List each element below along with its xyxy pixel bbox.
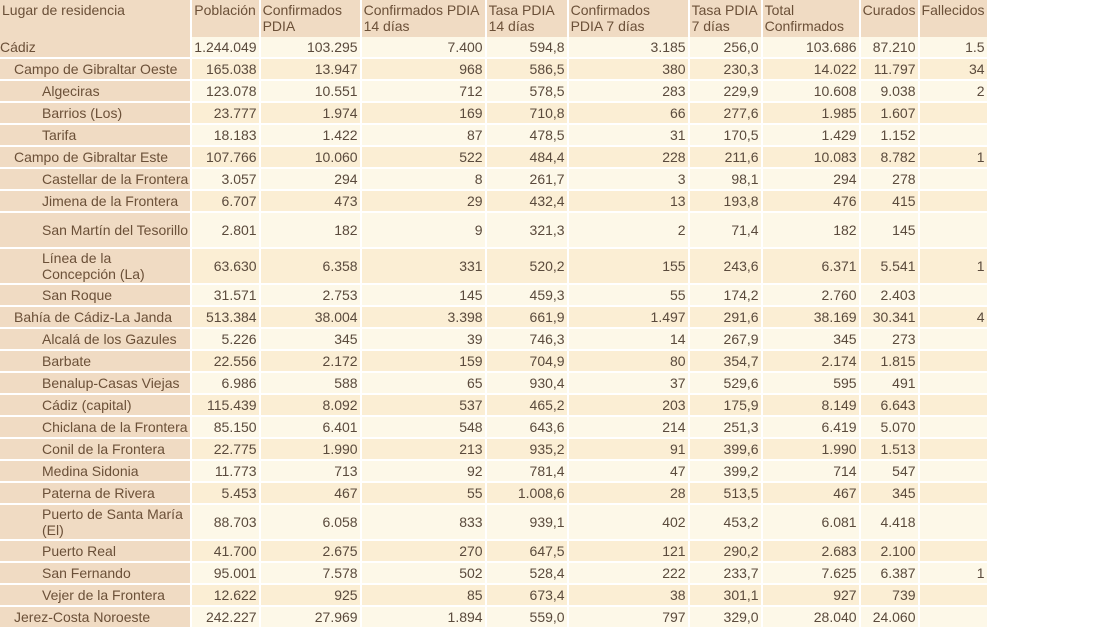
- table-cell: 277,6: [690, 101, 761, 123]
- table-row: [0, 327, 987, 349]
- row-label[interactable]: Paterna de Rivera: [0, 481, 190, 503]
- table-cell: 174,2: [690, 283, 761, 305]
- table-cell: [920, 539, 987, 561]
- table-cell: 14.022: [763, 57, 859, 79]
- table-cell: 1.815: [861, 349, 918, 371]
- table-cell: 935,2: [487, 437, 567, 459]
- table-cell: 345: [763, 327, 859, 349]
- table-cell: 123.078: [192, 79, 258, 101]
- table-cell: 228: [569, 145, 688, 167]
- table-cell: 8.782: [861, 145, 918, 167]
- table-cell: 927: [763, 583, 859, 605]
- table-row: [0, 371, 987, 393]
- table-cell: [920, 583, 987, 605]
- table-row: [0, 57, 987, 79]
- table-cell: 3.185: [569, 37, 688, 57]
- table-cell: 476: [763, 189, 859, 211]
- table-cell: 7.578: [261, 561, 360, 583]
- table-row: [0, 101, 987, 123]
- row-label[interactable]: Barbate: [0, 349, 190, 371]
- table-cell: 2.100: [861, 539, 918, 561]
- table-cell: 5.070: [861, 415, 918, 437]
- table-cell: 399,2: [690, 459, 761, 481]
- table-cell: 6.371: [763, 247, 859, 283]
- table-cell: 283: [569, 79, 688, 101]
- table-cell: 2.675: [261, 539, 360, 561]
- table-cell: 3.398: [362, 305, 485, 327]
- table-cell: 354,7: [690, 349, 761, 371]
- table-cell: 432,4: [487, 189, 567, 211]
- table-cell: 559,0: [487, 605, 567, 627]
- table-cell: 12.622: [192, 583, 258, 605]
- table-cell: 1.422: [261, 123, 360, 145]
- table-cell: 925: [261, 583, 360, 605]
- table-cell: 11.773: [192, 459, 258, 481]
- table-cell: 211,6: [690, 145, 761, 167]
- table-cell: 291,6: [690, 305, 761, 327]
- table-cell: 1.429: [763, 123, 859, 145]
- table-cell: 95.001: [192, 561, 258, 583]
- table-cell: 321,3: [487, 211, 567, 247]
- table-row: [0, 605, 987, 627]
- table-cell: 3: [569, 167, 688, 189]
- table-row: [0, 79, 987, 101]
- table-cell: 1.985: [763, 101, 859, 123]
- table-row: [0, 437, 987, 459]
- table-cell: 6.986: [192, 371, 258, 393]
- table-cell: 47: [569, 459, 688, 481]
- table-cell: 169: [362, 101, 485, 123]
- col-header-confirmados-14[interactable]: Confirmados PDIA 14 días: [362, 0, 485, 37]
- table-cell: 2.753: [261, 283, 360, 305]
- table-cell: 92: [362, 459, 485, 481]
- row-label[interactable]: Puerto Real: [0, 539, 190, 561]
- table-cell: 939,1: [487, 503, 567, 539]
- table-cell: 6.643: [861, 393, 918, 415]
- table-cell: 2.172: [261, 349, 360, 371]
- table-cell: 267,9: [690, 327, 761, 349]
- table-cell: 10.608: [763, 79, 859, 101]
- table-cell: 242.227: [192, 605, 258, 627]
- row-label[interactable]: Vejer de la Frontera: [0, 583, 190, 605]
- table-cell: 4.418: [861, 503, 918, 539]
- table-cell: 230,3: [690, 57, 761, 79]
- table-cell: 6.387: [861, 561, 918, 583]
- col-header-fallecidos[interactable]: Fallecidos: [920, 0, 987, 37]
- table-cell: 713: [261, 459, 360, 481]
- table-cell: 1.152: [861, 123, 918, 145]
- table-cell: 222: [569, 561, 688, 583]
- table-cell: 467: [763, 481, 859, 503]
- table-cell: 595: [763, 371, 859, 393]
- table-cell: [920, 503, 987, 539]
- table-cell: 14: [569, 327, 688, 349]
- row-label[interactable]: Algeciras: [0, 79, 190, 101]
- table-cell: 513,5: [690, 481, 761, 503]
- table-cell: [920, 605, 987, 627]
- table-cell: 710,8: [487, 101, 567, 123]
- table-cell: 6.401: [261, 415, 360, 437]
- table-cell: 1.513: [861, 437, 918, 459]
- table-cell: [920, 371, 987, 393]
- row-label[interactable]: Jerez-Costa Noroeste: [0, 605, 190, 627]
- table-cell: 145: [362, 283, 485, 305]
- table-row: [0, 481, 987, 503]
- table-cell: 833: [362, 503, 485, 539]
- table-cell: 98,1: [690, 167, 761, 189]
- table-cell: 478,5: [487, 123, 567, 145]
- row-label[interactable]: Línea de la Concepción (La): [0, 247, 190, 283]
- table-cell: 87.210: [861, 37, 918, 57]
- table-cell: 55: [569, 283, 688, 305]
- table-cell: 537: [362, 393, 485, 415]
- table-cell: 28.040: [763, 605, 859, 627]
- table-cell: 331: [362, 247, 485, 283]
- table-cell: 121: [569, 539, 688, 561]
- table-cell: 22.556: [192, 349, 258, 371]
- table-cell: 65: [362, 371, 485, 393]
- table-cell: 7.400: [362, 37, 485, 57]
- table-cell: 55: [362, 481, 485, 503]
- table-cell: 38: [569, 583, 688, 605]
- table-cell: 467: [261, 481, 360, 503]
- table-cell: 38.004: [261, 305, 360, 327]
- table-row: [0, 503, 987, 539]
- table-cell: 3.057: [192, 167, 258, 189]
- table-cell: 155: [569, 247, 688, 283]
- table-cell: 63.630: [192, 247, 258, 283]
- table-cell: 739: [861, 583, 918, 605]
- table-cell: 182: [261, 211, 360, 247]
- table-cell: 1.008,6: [487, 481, 567, 503]
- table-cell: 103.686: [763, 37, 859, 57]
- table-cell: 528,4: [487, 561, 567, 583]
- table-cell: 547: [861, 459, 918, 481]
- table-cell: 273: [861, 327, 918, 349]
- table-cell: [920, 437, 987, 459]
- table-cell: 11.797: [861, 57, 918, 79]
- table-cell: 548: [362, 415, 485, 437]
- table-cell: 71,4: [690, 211, 761, 247]
- table-cell: 1: [920, 247, 987, 283]
- table-cell: 203: [569, 393, 688, 415]
- row-label[interactable]: Alcalá de los Gazules: [0, 327, 190, 349]
- col-header-confirmados-pdia[interactable]: Confirmados PDIA: [261, 0, 360, 37]
- table-cell: 294: [763, 167, 859, 189]
- table-cell: 85: [362, 583, 485, 605]
- row-label[interactable]: Benalup-Casas Viejas: [0, 371, 190, 393]
- table-cell: 399,6: [690, 437, 761, 459]
- table-cell: 41.700: [192, 539, 258, 561]
- table-cell: 87: [362, 123, 485, 145]
- table-cell: 31: [569, 123, 688, 145]
- table-cell: 345: [261, 327, 360, 349]
- table-cell: 10.083: [763, 145, 859, 167]
- table-cell: 27.969: [261, 605, 360, 627]
- row-label[interactable]: San Martín del Tesorillo: [0, 211, 190, 247]
- row-label[interactable]: San Fernando: [0, 561, 190, 583]
- table-cell: 594,8: [487, 37, 567, 57]
- table-cell: 502: [362, 561, 485, 583]
- table-row: [0, 37, 987, 57]
- col-header-poblacion[interactable]: Población: [192, 0, 258, 37]
- table-cell: 484,4: [487, 145, 567, 167]
- table-cell: 80: [569, 349, 688, 371]
- table-cell: 29: [362, 189, 485, 211]
- table-cell: [920, 123, 987, 145]
- table-cell: 170,5: [690, 123, 761, 145]
- table-cell: 1.607: [861, 101, 918, 123]
- table-cell: 643,6: [487, 415, 567, 437]
- table-cell: 214: [569, 415, 688, 437]
- table-cell: 233,7: [690, 561, 761, 583]
- table-cell: 2.403: [861, 283, 918, 305]
- table-cell: 2: [569, 211, 688, 247]
- table-cell: 8.092: [261, 393, 360, 415]
- table-cell: [920, 481, 987, 503]
- table-cell: 4: [920, 305, 987, 327]
- table-cell: 115.439: [192, 393, 258, 415]
- col-header-curados[interactable]: Curados: [861, 0, 918, 37]
- row-label[interactable]: Campo de Gibraltar Este: [0, 145, 190, 167]
- table-cell: 24.060: [861, 605, 918, 627]
- row-label[interactable]: Bahía de Cádiz-La Janda: [0, 305, 190, 327]
- table-row: [0, 167, 987, 189]
- table-cell: 491: [861, 371, 918, 393]
- table-cell: 18.183: [192, 123, 258, 145]
- table-cell: 8: [362, 167, 485, 189]
- row-label[interactable]: Chiclana de la Frontera: [0, 415, 190, 437]
- table-cell: 661,9: [487, 305, 567, 327]
- table-cell: 270: [362, 539, 485, 561]
- table-row: [0, 247, 987, 283]
- table-cell: 23.777: [192, 101, 258, 123]
- table-cell: 13.947: [261, 57, 360, 79]
- table-cell: 714: [763, 459, 859, 481]
- row-label[interactable]: Conil de la Frontera: [0, 437, 190, 459]
- table-cell: 586,5: [487, 57, 567, 79]
- col-header-tasa-14[interactable]: Tasa PDIA 14 días: [487, 0, 567, 37]
- table-cell: [920, 211, 987, 247]
- table-cell: 34: [920, 57, 987, 79]
- table-cell: 2.683: [763, 539, 859, 561]
- col-header-confirmados-7[interactable]: Confirmados PDIA 7 días: [569, 0, 688, 37]
- table-cell: [920, 101, 987, 123]
- table-row: [0, 189, 987, 211]
- table-cell: 1.244.049: [194, 39, 257, 55]
- table-cell: 5.453: [192, 481, 258, 503]
- table-row: [0, 349, 987, 371]
- table-cell: 28: [569, 481, 688, 503]
- table-cell: 453,2: [690, 503, 761, 539]
- table-cell: [920, 393, 987, 415]
- table-cell: 13: [569, 189, 688, 211]
- table-cell: 746,3: [487, 327, 567, 349]
- table-cell: [920, 459, 987, 481]
- col-header-tasa-7[interactable]: Tasa PDIA 7 días: [690, 0, 761, 37]
- table-cell: 294: [261, 167, 360, 189]
- table-cell: 402: [569, 503, 688, 539]
- table-row: [0, 415, 987, 437]
- table-cell: 256,0: [690, 37, 761, 57]
- table-cell: 6.358: [261, 247, 360, 283]
- table-row: [0, 123, 987, 145]
- table-cell: 9: [362, 211, 485, 247]
- table-cell: 781,4: [487, 459, 567, 481]
- table-cell: 175,9: [690, 393, 761, 415]
- row-label[interactable]: Barrios (Los): [0, 101, 190, 123]
- table-cell: 290,2: [690, 539, 761, 561]
- table-row: [0, 145, 987, 167]
- table-cell: 529,6: [690, 371, 761, 393]
- table-cell: 5.541: [861, 247, 918, 283]
- table-cell: 673,4: [487, 583, 567, 605]
- table-cell: 1.894: [362, 605, 485, 627]
- table-cell: 91: [569, 437, 688, 459]
- table-cell: 345: [861, 481, 918, 503]
- col-header-lugar[interactable]: Lugar de residencia: [0, 0, 190, 37]
- table-cell: 103.295: [261, 37, 360, 57]
- row-label[interactable]: Cádiz (capital): [0, 393, 190, 415]
- table-cell: 465,2: [487, 393, 567, 415]
- table-cell: 229,9: [690, 79, 761, 101]
- table-row: [0, 459, 987, 481]
- table-cell: 513.384: [192, 305, 258, 327]
- table-row: [0, 283, 987, 305]
- row-label[interactable]: Cádiz: [0, 37, 190, 57]
- table-cell: 578,5: [487, 79, 567, 101]
- table-cell: 930,4: [487, 371, 567, 393]
- table-cell: [920, 167, 987, 189]
- table-cell: 39: [362, 327, 485, 349]
- table-cell: 278: [861, 167, 918, 189]
- table-cell: 5.226: [192, 327, 258, 349]
- table-cell: 522: [362, 145, 485, 167]
- table-cell: 647,5: [487, 539, 567, 561]
- table-cell: 968: [362, 57, 485, 79]
- table-cell: 7.625: [763, 561, 859, 583]
- table-cell: 8.149: [763, 393, 859, 415]
- table-cell: 459,3: [487, 283, 567, 305]
- table-cell: 1.974: [261, 101, 360, 123]
- table-cell: 9.038: [861, 79, 918, 101]
- table-cell: 165.038: [192, 57, 258, 79]
- header-row: [0, 0, 987, 37]
- table-cell: 107.766: [192, 145, 258, 167]
- table-cell: 243,6: [690, 247, 761, 283]
- table-cell: 1: [920, 145, 987, 167]
- table-cell: 712: [362, 79, 485, 101]
- table-cell: 2: [920, 79, 987, 101]
- table-cell: 329,0: [690, 605, 761, 627]
- table-cell: 2.760: [763, 283, 859, 305]
- table-cell: [920, 189, 987, 211]
- table-cell: 213: [362, 437, 485, 459]
- table-row: [0, 539, 987, 561]
- table-cell: 380: [569, 57, 688, 79]
- table-cell: 704,9: [487, 349, 567, 371]
- table-cell: 6.081: [763, 503, 859, 539]
- table-body: [0, 37, 987, 627]
- table-row: [0, 305, 987, 327]
- table-cell: 251,3: [690, 415, 761, 437]
- table-cell: 6.707: [192, 189, 258, 211]
- table-cell: 22.775: [192, 437, 258, 459]
- table-cell: 182: [763, 211, 859, 247]
- table-row: [0, 561, 987, 583]
- table-cell: [920, 283, 987, 305]
- table-cell: 1.990: [763, 437, 859, 459]
- table-cell: 66: [569, 101, 688, 123]
- table-row: [0, 211, 987, 247]
- table-cell: 2.801: [192, 211, 258, 247]
- table-cell: 1: [920, 561, 987, 583]
- table-cell: 1.5: [920, 37, 987, 57]
- table-cell: 301,1: [690, 583, 761, 605]
- table-cell: 6.419: [763, 415, 859, 437]
- table-cell: 261,7: [487, 167, 567, 189]
- table-cell: [920, 327, 987, 349]
- table-cell: 10.551: [261, 79, 360, 101]
- table-cell: 85.150: [192, 415, 258, 437]
- table-row: [0, 583, 987, 605]
- table-cell: 30.341: [861, 305, 918, 327]
- table-cell: [920, 349, 987, 371]
- table-cell: 145: [861, 211, 918, 247]
- table-cell: 38.169: [763, 305, 859, 327]
- table-cell: 88.703: [192, 503, 258, 539]
- table-cell: 1.497: [569, 305, 688, 327]
- table-cell: 193,8: [690, 189, 761, 211]
- table-cell: 588: [261, 371, 360, 393]
- table-cell: 520,2: [487, 247, 567, 283]
- table-cell: 797: [569, 605, 688, 627]
- table-row: [0, 393, 987, 415]
- row-label[interactable]: Puerto de Santa María (El): [0, 503, 190, 539]
- table-cell: 159: [362, 349, 485, 371]
- row-label[interactable]: Tarifa: [0, 123, 190, 145]
- table-cell: 6.058: [261, 503, 360, 539]
- row-label[interactable]: San Roque: [0, 283, 190, 305]
- table-cell: 37: [569, 371, 688, 393]
- table-cell: [920, 415, 987, 437]
- row-label[interactable]: Campo de Gibraltar Oeste: [0, 57, 190, 79]
- table-cell: 2.174: [763, 349, 859, 371]
- table-cell: 473: [261, 189, 360, 211]
- table-cell: 415: [861, 189, 918, 211]
- row-label[interactable]: Castellar de la Frontera: [0, 167, 190, 189]
- table-cell: 10.060: [261, 145, 360, 167]
- table-cell: 1.990: [261, 437, 360, 459]
- table-cell: 31.571: [192, 283, 258, 305]
- col-header-total-confirmados[interactable]: Total Confirmados: [763, 0, 859, 37]
- row-label[interactable]: Medina Sidonia: [0, 459, 190, 481]
- row-label[interactable]: Jimena de la Frontera: [0, 189, 190, 211]
